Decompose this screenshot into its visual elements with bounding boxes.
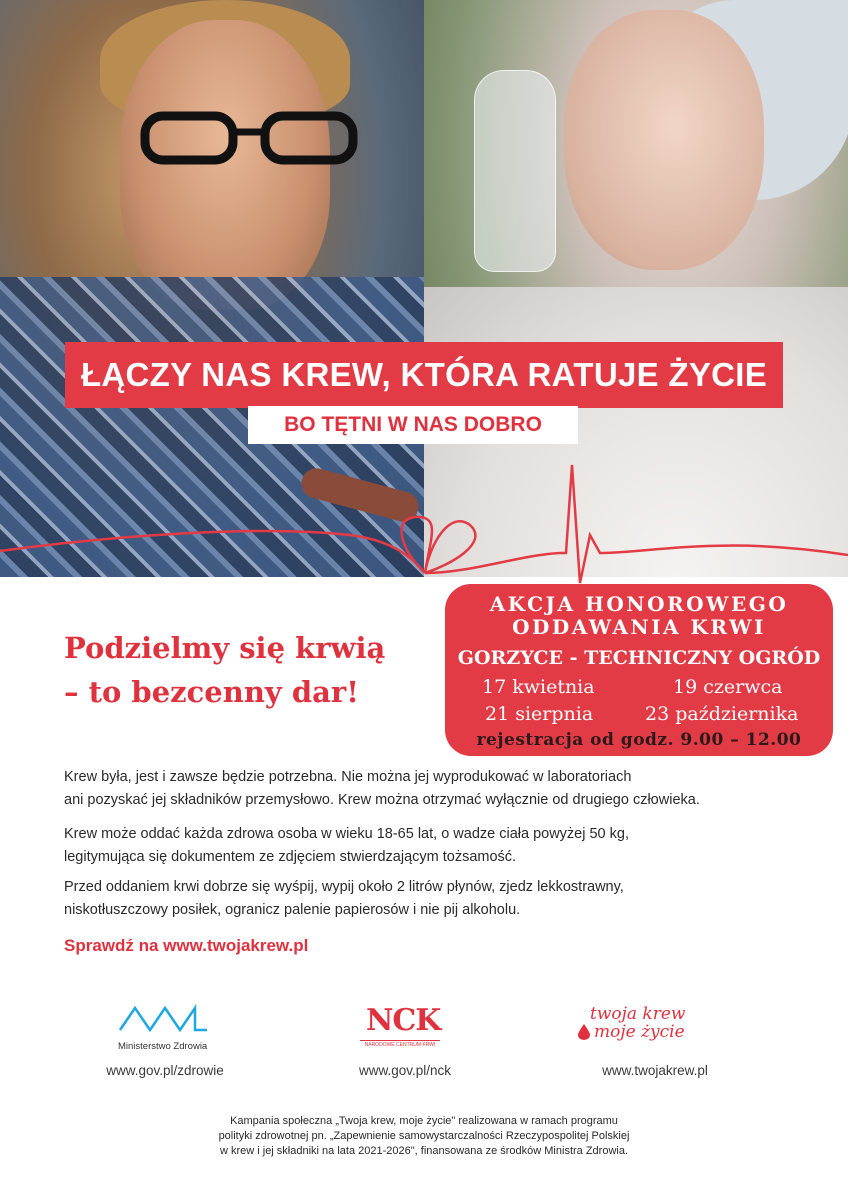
main-slogan: ŁĄCZY NAS KREW, KTÓRA RATUJE ŻYCIE <box>65 342 783 408</box>
paragraph-line: ani pozyskać jej składników przemysłowo. Krew można otrzymać wyłącznie od drugiego człowieka. <box>64 792 700 808</box>
paragraph-need <box>64 766 784 812</box>
paragraph-line: Krew była, jest i zawsze będzie potrzebna. Nie można jej wyprodukować w laboratoriach <box>64 769 632 785</box>
tk-line1: twoja krew <box>590 1004 686 1024</box>
event-callout <box>445 584 833 756</box>
nck-text: NCK <box>366 1003 441 1038</box>
event-date: 17 kwietnia <box>482 676 595 698</box>
check-website-link[interactable]: Sprawdź na www.twojakrew.pl <box>64 936 309 955</box>
nck-url[interactable]: www.gov.pl/nck <box>358 1063 452 1078</box>
woman-face <box>564 10 764 270</box>
paragraph-eligibility <box>64 823 784 869</box>
footer-line: w krew i jej składniki na lata 2021-2026", finansowana ze środków Ministra Zdrowia. <box>219 1145 629 1157</box>
paragraph-line: niskotłuszczowy posiłek, ogranicz palenie papierosów i nie pij alkoholu. <box>64 902 521 918</box>
ministry-of-health-logo <box>110 1000 230 1060</box>
headline-line2: – to bezcenny dar! <box>64 675 359 709</box>
mz-caption: Ministerstwo Zdrowia <box>118 1041 208 1052</box>
event-date: 19 czerwca <box>673 676 783 698</box>
event-title-line2: ODDAWANIA KRWI <box>512 615 766 639</box>
headline-line1: Podzielmy się krwią <box>64 631 386 665</box>
mz-logo-icon <box>110 1000 210 1036</box>
paragraph-line: Przed oddaniem krwi dobrze się wyśpij, wypij około 2 litrów płynów, zjedz lekkostrawny, <box>64 879 624 895</box>
event-date: 21 sierpnia <box>485 703 594 725</box>
headline <box>64 626 444 714</box>
paragraph-preparation <box>64 876 784 922</box>
paragraph-line: Krew może oddać każda zdrowa osoba w wieku 18-65 lat, o wadze ciała powyżej 50 kg, <box>64 826 629 842</box>
sub-slogan: BO TĘTNI W NAS DOBRO <box>248 406 578 444</box>
blood-drop-icon <box>578 1024 590 1040</box>
nck-caption: NARODOWE CENTRUM KRWI <box>360 1040 440 1048</box>
nck-logo <box>360 1003 450 1063</box>
event-title-line1: AKCJA HONOROWEGO <box>489 592 789 616</box>
event-date: 23 października <box>645 703 799 725</box>
twoja-krew-logo <box>578 1004 748 1064</box>
paragraph-line: legitymująca się dokumentem ze zdjęciem stwierdzającym tożsamość. <box>64 849 517 865</box>
iv-bag <box>474 70 556 272</box>
heartbeat-line-icon <box>0 455 848 595</box>
tk-url[interactable]: www.twojakrew.pl <box>602 1063 708 1078</box>
footer-note <box>140 1114 708 1159</box>
footer-line: Kampania społeczna „Twoja krew, moje życie" realizowana w ramach programu <box>230 1115 618 1127</box>
mz-url[interactable]: www.gov.pl/zdrowie <box>106 1063 224 1078</box>
event-registration: rejestracja od godz. 9.00 – 12.00 <box>476 730 802 750</box>
tk-line2: moje życie <box>594 1022 685 1042</box>
event-location: GORZYCE - TECHNICZNY OGRÓD <box>457 647 821 669</box>
glasses-icon <box>140 110 360 166</box>
footer-line: polityki zdrowotnej pn. „Zapewnienie samowystarczalności Rzeczypospolitej Polskiej <box>218 1130 630 1142</box>
